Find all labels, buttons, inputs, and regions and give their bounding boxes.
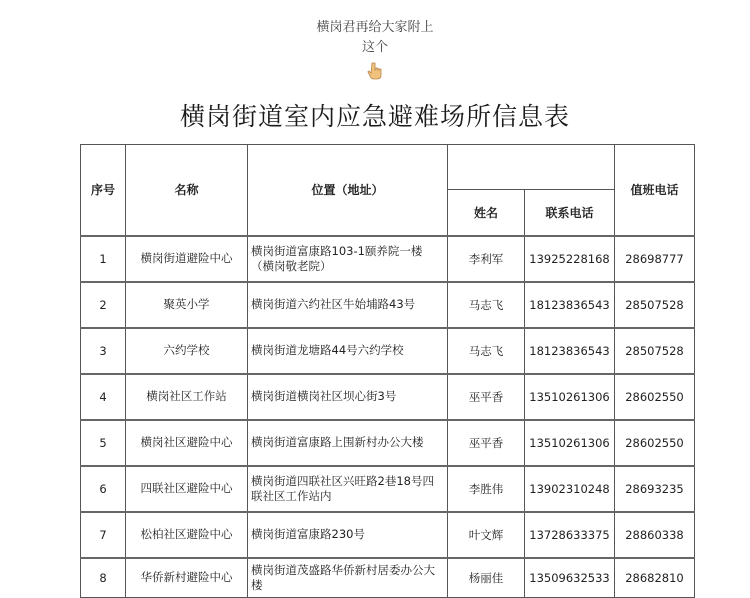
cell-address: 横岗街道富康路103-1颐养院一楼（横岗敬老院）	[248, 236, 448, 282]
header-person-name: 姓名	[448, 190, 525, 236]
table-row	[81, 558, 695, 598]
table-row	[81, 466, 695, 512]
intro-line-1: 横岗君再给大家附上	[316, 20, 434, 35]
table-row	[81, 328, 695, 374]
cell-mobile: 13509632533	[525, 558, 615, 598]
cell-person: 马志飞	[448, 282, 525, 328]
cell-duty: 28602550	[615, 420, 695, 466]
cell-mobile: 13510261306	[525, 374, 615, 420]
cell-index: 8	[81, 558, 126, 598]
cell-name: 横岗街道避险中心	[126, 236, 248, 282]
cell-index: 6	[81, 466, 126, 512]
cell-duty: 28507528	[615, 282, 695, 328]
cell-duty: 28693235	[615, 466, 695, 512]
cell-person: 叶文辉	[448, 512, 525, 558]
header-duty-phone: 值班电话	[615, 145, 695, 236]
intro-line-2: 这个	[361, 40, 388, 55]
table-row	[81, 512, 695, 558]
table-row	[81, 374, 695, 420]
cell-index: 5	[81, 420, 126, 466]
cell-name: 聚英小学	[126, 282, 248, 328]
cell-person: 马志飞	[448, 328, 525, 374]
intro-text	[0, 18, 750, 58]
cell-name: 横岗社区工作站	[126, 374, 248, 420]
header-address: 位置（地址）	[248, 145, 448, 236]
cell-name: 松柏社区避险中心	[126, 512, 248, 558]
cell-address: 横岗街道六约社区牛始埔路43号	[248, 282, 448, 328]
header-name: 名称	[126, 145, 248, 236]
cell-person: 李利军	[448, 236, 525, 282]
cell-mobile: 13925228168	[525, 236, 615, 282]
cell-name: 四联社区避险中心	[126, 466, 248, 512]
document-title: 横岗街道室内应急避难场所信息表	[179, 102, 570, 131]
header-contact-group	[448, 145, 615, 190]
cell-index: 4	[81, 374, 126, 420]
cell-duty: 28698777	[615, 236, 695, 282]
header-contact-phone: 联系电话	[525, 190, 615, 236]
cell-address: 横岗街道横岗社区坝心街3号	[248, 374, 448, 420]
cell-mobile: 18123836543	[525, 282, 615, 328]
cell-name: 华侨新村避险中心	[126, 558, 248, 598]
cell-duty: 28507528	[615, 328, 695, 374]
cell-person: 杨丽佳	[448, 558, 525, 598]
cell-person: 巫平香	[448, 420, 525, 466]
cell-address: 横岗街道龙塘路44号六约学校	[248, 328, 448, 374]
header-row-top	[81, 145, 695, 190]
table-row	[81, 282, 695, 328]
cell-mobile: 18123836543	[525, 328, 615, 374]
cell-person: 巫平香	[448, 374, 525, 420]
cell-duty: 28602550	[615, 374, 695, 420]
cell-duty: 28682810	[615, 558, 695, 598]
cell-mobile: 13510261306	[525, 420, 615, 466]
cell-name: 六约学校	[126, 328, 248, 374]
cell-address: 横岗街道茂盛路华侨新村居委办公大楼	[248, 558, 448, 598]
header-index: 序号	[81, 145, 126, 236]
cell-index: 3	[81, 328, 126, 374]
cell-address: 横岗街道富康路上围新村办公大楼	[248, 420, 448, 466]
cell-address: 横岗街道富康路230号	[248, 512, 448, 558]
shelter-info-table	[80, 144, 695, 598]
cell-index: 1	[81, 236, 126, 282]
cell-name: 横岗社区避险中心	[126, 420, 248, 466]
cell-index: 7	[81, 512, 126, 558]
pointing-down-hand-icon	[367, 62, 383, 80]
cell-duty: 28860338	[615, 512, 695, 558]
cell-mobile: 13902310248	[525, 466, 615, 512]
table-row	[81, 236, 695, 282]
cell-address: 横岗街道四联社区兴旺路2巷18号四联社区工作站内	[248, 466, 448, 512]
table-row	[81, 420, 695, 466]
cell-index: 2	[81, 282, 126, 328]
cell-person: 李胜伟	[448, 466, 525, 512]
cell-mobile: 13728633375	[525, 512, 615, 558]
